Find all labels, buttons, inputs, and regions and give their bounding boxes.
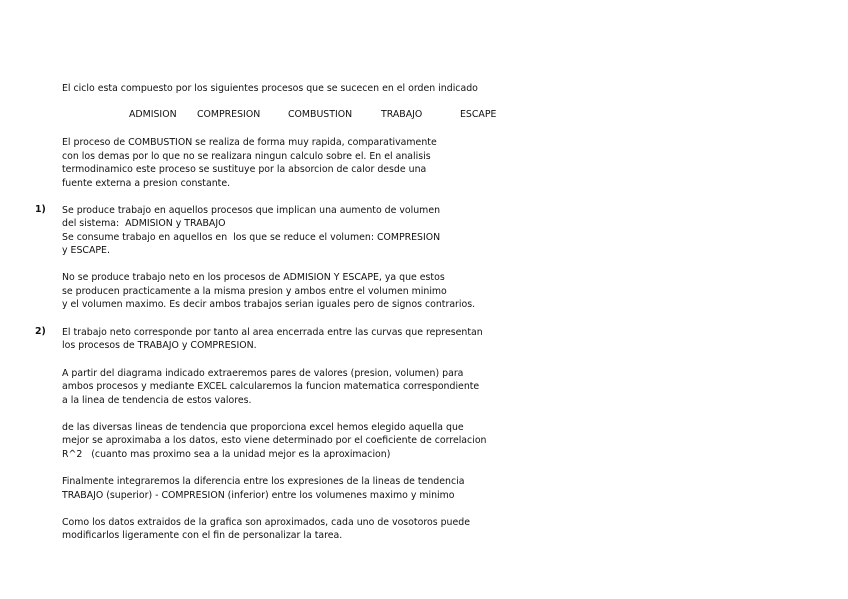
process-trabajo: TRABAJO bbox=[381, 109, 423, 120]
paragraph-line: y el volumen maximo. Es decir ambos trabajos serian iguales pero de signos contrarios. bbox=[62, 299, 476, 310]
paragraph-line: termodinamico este proceso se sustituye por la absorcion de calor desde una bbox=[62, 164, 427, 175]
paragraph-line: R^2 (cuanto mas proximo sea a la unidad mejor es la aproximacion) bbox=[62, 449, 391, 460]
paragraph-line: A partir del diagrama indicado extraeremos pares de valores (presion, volumen) para bbox=[62, 368, 464, 379]
paragraph-line: con los demas por lo que no se realizara ningun calculo sobre el. En el analisis bbox=[62, 151, 431, 162]
paragraph-line: los procesos de TRABAJO y COMPRESION. bbox=[62, 340, 257, 351]
intro-text: El ciclo esta compuesto por los siguientes procesos que se sucecen en el orden indicado bbox=[62, 83, 478, 94]
paragraph-line: Se produce trabajo en aquellos procesos que implican una aumento de volumen bbox=[62, 205, 441, 216]
process-escape: ESCAPE bbox=[460, 109, 497, 120]
paragraph-line: y ESCAPE. bbox=[62, 245, 110, 256]
paragraph-line: El trabajo neto corresponde por tanto al area encerrada entre las curvas que representan bbox=[62, 327, 483, 338]
paragraph-line: modificarlos ligeramente con el fin de personalizar la tarea. bbox=[62, 530, 343, 541]
paragraph-line: se producen practicamente a la misma presion y ambos entre el volumen minimo bbox=[62, 286, 447, 297]
paragraph-line: fuente externa a presion constante. bbox=[62, 178, 231, 189]
paragraph-line: a la linea de tendencia de estos valores. bbox=[62, 395, 252, 406]
paragraph-line: Como los datos extraidos de la grafica son aproximados, cada uno de vosotoros puede bbox=[62, 517, 470, 528]
paragraph-line: mejor se aproximaba a los datos, esto viene determinado por el coeficiente de correlacion bbox=[62, 435, 487, 446]
process-combustion: COMBUSTION bbox=[288, 109, 353, 120]
paragraph-line: El proceso de COMBUSTION se realiza de forma muy rapida, comparativamente bbox=[62, 137, 437, 148]
paragraph-line: Finalmente integraremos la diferencia entre los expresiones de la lineas de tendencia bbox=[62, 476, 465, 487]
paragraph-line: ambos procesos y mediante EXCEL calcularemos la funcion matematica correspondiente bbox=[62, 381, 480, 392]
item-number-2: 2) bbox=[35, 326, 46, 337]
paragraph-line: No se produce trabajo neto en los procesos de ADMISION Y ESCAPE, ya que estos bbox=[62, 272, 445, 283]
paragraph-line: de las diversas lineas de tendencia que proporciona excel hemos elegido aquella que bbox=[62, 422, 464, 433]
paragraph-line: TRABAJO (superior) - COMPRESION (inferior) entre los volumenes maximo y minimo bbox=[62, 490, 455, 501]
paragraph-line: del sistema: ADMISION y TRABAJO bbox=[62, 218, 226, 229]
process-admision: ADMISION bbox=[129, 109, 177, 120]
paragraph-line: Se consume trabajo en aquellos en los que se reduce el volumen: COMPRESION bbox=[62, 232, 441, 243]
item-number-1: 1) bbox=[35, 204, 46, 215]
process-compresion: COMPRESION bbox=[197, 109, 261, 120]
